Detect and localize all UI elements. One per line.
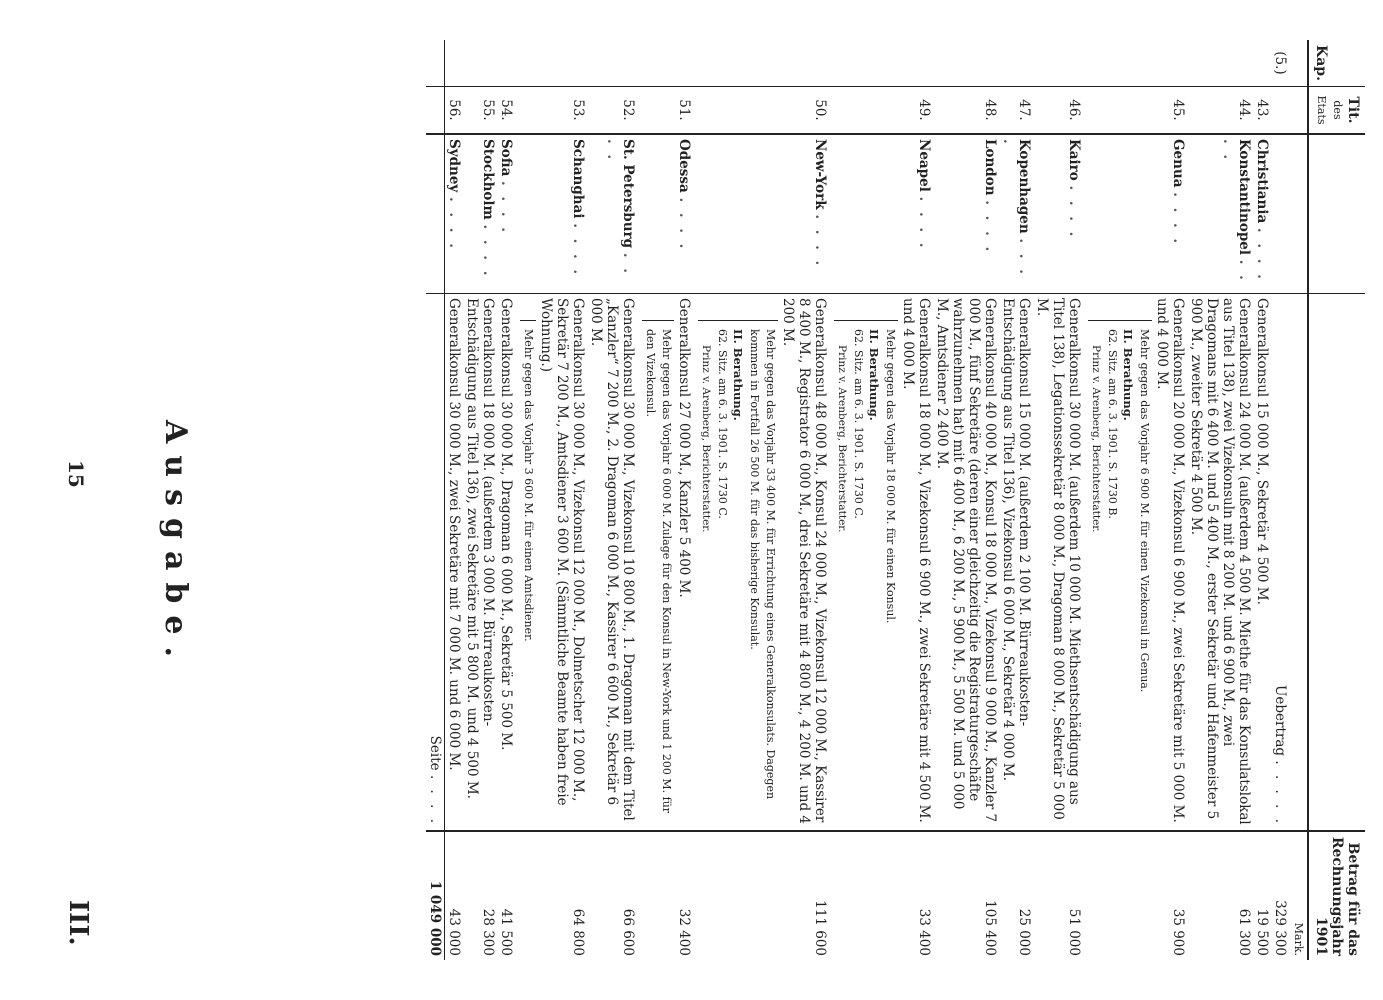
title-number: 48. [933,87,999,135]
title-number: 56. [445,87,464,135]
row-description: Generalkonsul 40 000 M., Konsul 18 000 M., Vizekonsul 9 000 M., Kanzler 7 000 M., fünf Sekretäre (deren einer gleichzeitig die Registraturgeschäfte wahrzunehmen hat) mit 6 400 M., 6 200 M., 5 900 M., 5 500 M. und 5 000 M., Amtsdiener 2 400 M. [934,298,998,823]
total-row: Seite . . . . 1 049 000 [426,40,445,960]
note-heading: II. Berathung. [1121,329,1135,421]
note-text: Mehr gegen das Vorjahr 3 600 M. für einen Amtsdiener. [522,329,535,642]
header-betrag [1308,831,1365,960]
row-amount: 66 600 [620,908,636,956]
location-name: New-York [812,139,828,210]
table-row: 48. London . . . . Generalkonsul 40 000 M., Konsul 18 000 M., Vizekonsul 9 000 M., Kanzler 7 000 M., fünf Sekretäre (deren einer gleichzeitig die Registraturgeschäfte wahrzunehmen hat) mit 6 400 M., 6 200 M., 5 900 M., 5 500 M. und 5 000 M., Amtsdiener 2 400 M. 105 400 [933,40,999,960]
row-amount: 32 400 [676,908,692,956]
page-title: Ausgabe. [158,420,193,669]
header-kap [1308,40,1365,87]
location-name: Sydney [446,139,462,193]
row-amount: 111 600 [812,900,828,956]
row-amount: 28 300 [480,908,496,956]
row-description: Generalkonsul 18 000 M. (außerdem 3 000 M. Bürreaukosten-Entschädigung aus Titel 136), zwei Sekretäre mit 5 800 M. und 4 500 M. [464,298,496,799]
title-number: 47. [999,87,1033,135]
title-number: 46. [1033,87,1083,135]
header-description [1308,294,1365,832]
header-location [1308,134,1365,294]
title-number: 43. [1253,87,1271,135]
row-amount: 33 400 [916,908,932,956]
table-row: 47. Kopenhagen . . . . Generalkonsul 15 000 M. (außerdem 2 100 M. Bürreaukosten-Entschädigung aus Titel 136), Vizekonsul 6 000 M., Sekretär 4 000 M. 25 000 [999,40,1033,960]
table-row: 44. Konstantinopel . . . . Generalkonsul 24 000 M. (außerdem 4 500 M. Miethe für das Konsulatslokal aus Titel 138), zwei Vizekonsuln mit 8 200 M. und 6 900 M., zwei Dragomans mit 6 400 M. und 5 400 M., erster Sekretär und Hafenmeister 5 900 M., zweiter Sekretär 4 500 M. 61 300 [1187,40,1253,960]
row-note [1088,320,1152,826]
location-name: Stockholm [480,139,496,220]
row-description: Generalkonsul 30 000 M. (außerdem 10 000 M. Miethsentschädigung aus Titel 138), Legationssekretär 8 000 M., Dragoman 8 000 M., Sekretär 5 000 M. [1034,298,1082,820]
location-name: Neapel [916,139,932,192]
total-label: Seite [427,735,443,771]
row-amount: 43 000 [446,908,462,956]
row-description: Generalkonsul 15 000 M., Sekretär 4 500 M. [1254,298,1270,605]
budget-table [426,40,1365,960]
row-description: Generalkonsul 30 000 M., Vizekonsul 12 000 M., Dolmetscher 12 000 M., Sekretär 7 200 M., Amtsdiener 3 600 M. (Sämmtliche Beamte haben freie Wohnung.) [538,298,586,806]
note-line: 62. Sitz. am 6. 3. 1901. S. 1730 C. [716,329,729,519]
chapter-marker: (5.) [1271,40,1289,87]
uebertrag-amount: 329 300 [1272,900,1288,956]
section-roman-numeral: III. [63,900,93,946]
total-amount: 1 049 000 [426,831,445,960]
title-number: 44. [1187,87,1253,135]
title-number: 51. [637,87,693,135]
title-number: 49. [829,87,933,135]
table-row: 43. Christiania . . . . Generalkonsul 15 000 M., Sekretär 4 500 M. 19 500 [1253,40,1271,960]
row-description: Generalkonsul 20 000 M., Vizekonsul 6 900 M., zwei Sekretäre mit 5 000 M. und 4 000 M. [1154,298,1186,823]
row-note [698,320,778,826]
table-row: 46. Kairo . . . . Generalkonsul 30 000 M. (außerdem 10 000 M. Miethsentschädigung aus Titel 138), Legationssekretär 8 000 M., Dragoman 8 000 M., Sekretär 5 000 M. 51 000 [1033,40,1083,960]
page-number: 15 [64,460,88,488]
header-des-etats: des Etats [1315,95,1344,125]
header-tit-label: Tit. [1345,96,1361,124]
location-name: Konstantinopel [1236,139,1252,255]
row-description: Generalkonsul 30 000 M., zwei Sekretäre mit 7 000 M. und 6 000 M. [446,298,462,771]
note-text: Mehr gegen das Vorjahr 18 000 M. für einen Konsul. [884,329,897,624]
title-number: 45. [1083,87,1187,135]
table-row: 56. Sydney . . . . Generalkonsul 30 000 M., zwei Sekretäre mit 7 000 M. und 6 000 M. 43 000 [445,40,464,960]
row-amount: 25 000 [1016,908,1032,956]
table-row: 51. Odessa . . . . Generalkonsul 27 000 M., Kanzler 5 400 M. Mehr gegen das Vorjahr 6 000 M. Zulage für den Konsul in New-York und 1 200 M. für den Vizekonsul. 32 400 [637,40,693,960]
table-row: 45. Genua . . . . Generalkonsul 20 000 M., Vizekonsul 6 900 M., zwei Sekretäre mit 5 000 M. und 4 000 M. Mehr gegen das Vorjahr 6 900 M. für einen Vizekonsul in Genua. II. Berathung. 62. Sitz. am 6. 3. 1901. S. 1730 B. Prinz v. Arenberg, Berichterstatter. 35 900 [1083,40,1187,960]
row-amount: 51 000 [1066,908,1082,956]
note-text: Mehr gegen das Vorjahr 6 900 M. für einen Vizekonsul in Genua. [1138,329,1151,693]
note-text: Mehr gegen das Vorjahr 33 400 M. für Errichtung eines Generalkonsulats. Dagegen kommen in Fortfall 26 500 M. für das bisherige Konsulat. [748,329,777,800]
header-kap-label: Kap. [1313,45,1329,81]
row-description: Generalkonsul 24 000 M. (außerdem 4 500 M. Miethe für das Konsulatslokal aus Titel 138), zwei Vizekonsuln mit 8 200 M. und 6 900 M., zwei Dragomans mit 6 400 M. und 5 400 M., erster Sekretär und Hafenmeister 5 900 M., zweiter Sekretär 4 500 M. [1188,298,1252,825]
row-description: Generalkonsul 48 000 M., Konsul 24 000 M., Vizekonsul 12 000 M., Kassirer 8 400 M., Registrator 6 000 M., drei Sekretäre mit 4 800 M., 4 200 M. und 4 200 M. [780,298,828,825]
title-number: 54. [497,87,515,135]
row-description: Generalkonsul 15 000 M. (außerdem 2 100 M. Bürreaukosten-Entschädigung aus Titel 136), Vizekonsul 6 000 M., Sekretär 4 000 M. [1000,298,1032,781]
location-name: Kairo [1066,139,1082,181]
title-number: 53. [515,87,587,135]
location-name: St. Petersburg [620,139,636,249]
note-small: Prinz v. Arenberg, Berichterstatter. [1090,345,1102,533]
row-description: Generalkonsul 30 000 M., Dragoman 6 000 M., Sekretär 5 500 M. [498,298,514,751]
unit-mark: Mark. [1292,922,1305,956]
row-note [834,320,898,826]
note-line: 62. Sitz. am 6. 3. 1901. S. 1730 C. [852,329,865,519]
row-amount: 64 800 [570,908,586,956]
row-note [520,320,536,826]
location-name: London [982,139,998,196]
row-description: Generalkonsul 30 000 M., Vizekonsul 10 800 M., 1. Dragoman mit dem Titel „Kanzler“ 7 200 M., 2. Dragoman 6 000 M., Kassirer 6 600 M., Sekretär 6 000 M. [588,298,636,821]
table-row: 53. Schanghai . . . . Generalkonsul 30 000 M., Vizekonsul 12 000 M., Dolmetscher 12 000 M., Sekretär 7 200 M., Amtsdiener 3 600 M. (Sämmtliche Beamte haben freie Wohnung.) Mehr gegen das Vorjahr 3 600 M. für einen Amtsdiener. 64 800 [515,40,587,960]
note-text: Mehr gegen das Vorjahr 6 000 M. Zulage für den Konsul in New-York und 1 200 M. für den Vizekonsul. [644,329,673,814]
location-name: Sofia [498,139,514,177]
location-name: Kopenhagen [1016,139,1032,234]
location-name: Christiania [1254,139,1270,224]
table-row: 55. Stockholm . . . . Generalkonsul 18 000 M. (außerdem 3 000 M. Bürreaukosten-Entschädigung aus Titel 136), zwei Sekretäre mit 5 800 M. und 4 500 M. 28 300 [463,40,497,960]
uebertrag-label: Uebertrag [1272,685,1288,757]
location-name: Genua [1170,139,1186,188]
uebertrag-row: (5.) Uebertrag . . . . . 329 300 [1271,40,1289,960]
location-name: Schanghai [570,139,586,219]
budget-table-frame [115,40,1365,960]
header-tit [1308,87,1365,135]
row-amount: 19 500 [1254,908,1270,956]
title-number: 50. [693,87,829,135]
row-amount: 105 400 [982,900,998,956]
note-heading: II. Berathung. [731,329,745,421]
table-header-row [1308,40,1365,960]
location-name: Odessa [676,139,692,193]
row-amount: 61 300 [1236,908,1252,956]
note-heading: II. Berathung. [867,329,881,421]
row-description: Generalkonsul 27 000 M., Kanzler 5 400 M. [676,298,692,598]
note-small: Prinz v. Arenberg, Berichterstatter. [836,345,848,533]
unit-row [1289,40,1308,960]
header-betrag-label: Betrag für das Rechnungsjahr 1901 [1313,836,1361,956]
title-number: 55. [463,87,497,135]
row-amount: 41 500 [498,908,514,956]
row-amount: 35 900 [1170,908,1186,956]
note-small: Prinz v. Arenberg, Berichterstatter. [700,345,712,533]
table-row: 50. New-York . . . . Generalkonsul 48 000 M., Konsul 24 000 M., Vizekonsul 12 000 M., Kassirer 8 400 M., Registrator 6 000 M., drei Sekretäre mit 4 800 M., 4 200 M. und 4 200 M. Mehr gegen das Vorjahr 33 400 M. für Errichtung eines Generalkonsulats. Dagegen kommen in Fortfall 26 500 M. für das bisherige Konsulat. II. Berathung. 62. Sitz. am 6. 3. 1901. S. 1730 C. Prinz v. Arenberg, Berichterstatter. 111 600 [693,40,829,960]
table-row: 54. Sofia . . . . Generalkonsul 30 000 M., Dragoman 6 000 M., Sekretär 5 500 M. 41 500 [497,40,515,960]
table-row: 49. Neapel . . . . Generalkonsul 18 000 M., Vizekonsul 6 900 M., zwei Sekretäre mit 4 500 M. und 4 000 M. Mehr gegen das Vorjahr 18 000 M. für einen Konsul. II. Berathung. 62. Sitz. am 6. 3. 1901. S. 1730 C. Prinz v. Arenberg, Berichterstatter. 33 400 [829,40,933,960]
table-row: 52. St. Petersburg . . . . Generalkonsul 30 000 M., Vizekonsul 10 800 M., 1. Dragoman mit dem Titel „Kanzler“ 7 200 M., 2. Dragoman 6 000 M., Kassirer 6 600 M., Sekretär 6 000 M. 66 600 [587,40,637,960]
title-number: 52. [587,87,637,135]
row-note [642,320,674,826]
row-description: Generalkonsul 18 000 M., Vizekonsul 6 900 M., zwei Sekretäre mit 4 500 M. und 4 000 M. [900,298,932,823]
note-line: 62. Sitz. am 6. 3. 1901. S. 1730 B. [1106,329,1119,519]
